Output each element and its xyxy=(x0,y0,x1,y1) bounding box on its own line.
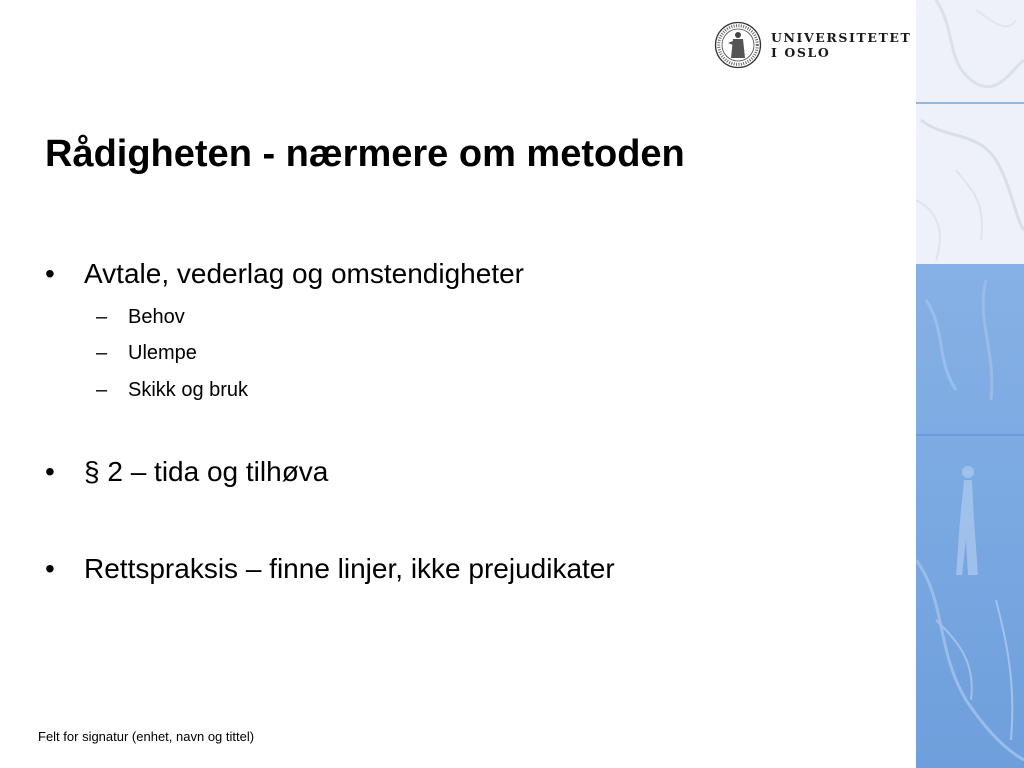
university-logo xyxy=(714,20,912,72)
bullet-marker: • xyxy=(45,258,55,289)
logo-text-line2: I OSLO xyxy=(771,45,831,60)
sub-bullet-text: Behov xyxy=(128,306,185,328)
bullet-marker: • xyxy=(45,456,55,487)
sculpture-background xyxy=(916,0,1024,768)
sub-bullet-text: Ulempe xyxy=(128,342,197,364)
sub-bullet-marker: – xyxy=(96,379,108,401)
sub-bullet-marker: – xyxy=(96,342,108,364)
sub-bullet-marker: – xyxy=(96,306,108,328)
bullet-text: Rettspraksis – finne linjer, ikke prejudikater xyxy=(84,553,615,584)
logo-text-line1: UNIVERSITETET xyxy=(771,30,912,45)
signature-field: Felt for signatur (enhet, navn og tittel) xyxy=(38,729,255,744)
university-seal-icon xyxy=(714,21,762,69)
sub-bullet-text: Skikk og bruk xyxy=(128,379,249,401)
bullet-text: § 2 – tida og tilhøva xyxy=(84,456,329,487)
bullet-marker: • xyxy=(45,553,55,584)
bullet-text: Avtale, vederlag og omstendigheter xyxy=(84,258,524,289)
decorative-side-panel xyxy=(916,0,1024,768)
slide-title: Rådigheten - nærmere om metoden xyxy=(45,133,685,175)
